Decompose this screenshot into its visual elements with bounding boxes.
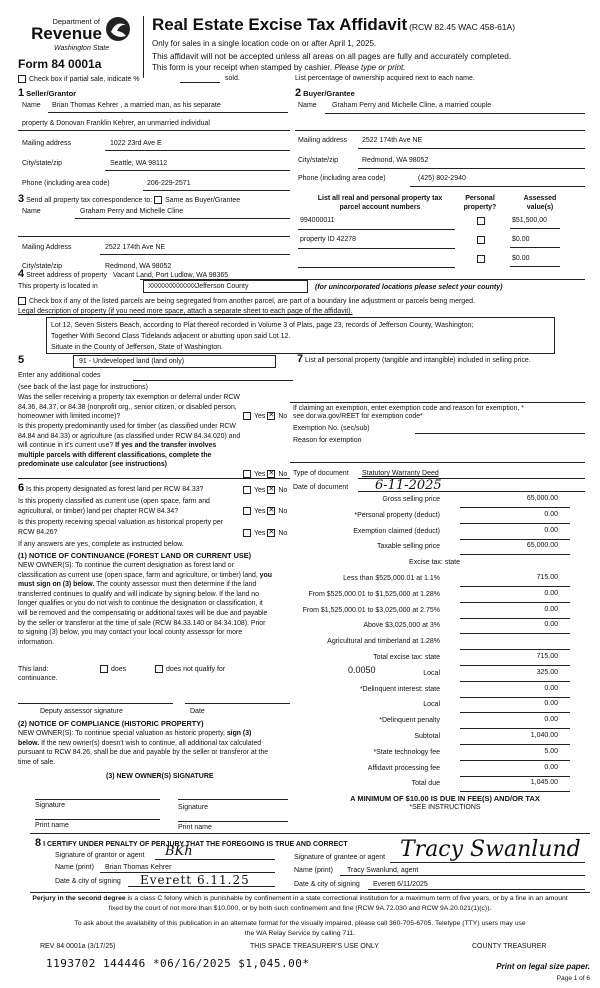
tax-row	[290, 589, 590, 603]
tax-row	[290, 541, 590, 555]
corr-mailing-label: Mailing Address	[22, 244, 72, 251]
q-current-use-answer: Yes ✕ No	[243, 507, 287, 515]
grantor-sig-label: Signature of grantor or agent	[55, 852, 145, 859]
partial-sale-checkbox[interactable]	[18, 75, 26, 83]
owner-print-name-2[interactable]	[178, 821, 288, 822]
deputy-label: Deputy assessor signature	[40, 708, 123, 715]
parcel-header-accounts: List all real and personal property tax parcel account numbers	[317, 195, 443, 211]
seller-name-field-2[interactable]: property & Donovan Franklin Kehrer, an unmarried individual	[22, 120, 210, 127]
corr-city-label: City/state/zip	[22, 263, 63, 270]
tax-value-field[interactable]: 0.00	[460, 511, 570, 524]
does-not-checkbox[interactable]	[155, 665, 163, 673]
grantee-name-label: Name (print)	[294, 867, 333, 874]
buyer-city-field[interactable]: Redmond, WA 98052	[362, 157, 429, 164]
owner-signature-1[interactable]	[35, 799, 160, 800]
notice-continuance-title: (1) NOTICE OF CONTINUANCE (FOREST LAND OR CURRENT USE)	[18, 551, 252, 560]
tax-row	[290, 747, 590, 761]
legal-label: Legal description of property (if you need more space, attach a separate sheet to each page of the affidavit).	[18, 308, 353, 315]
header-divider	[143, 16, 144, 78]
q-timber-answer: Yes ✕ No	[243, 470, 287, 478]
grantee-date-field[interactable]: Everett 6/11/2025	[373, 881, 428, 888]
notice-continuance-text: NEW OWNER(S): To continue the current designation as forest land or classification as current use (open space, farm and agriculture, or timber) land, you must sign on (3) below. The county assessor must then determine if the land transferred continues to qualify and will indicate by signing below. If the land no longer qualifies or you do not wish to continue the designation or classification, it will be removed and the compensating or additional taxes will be due and payable by the seller or transferor at the time of sale (RCW 84.33.140 or 84.34.108). Prior to signing (3) below, you may contact your local county assessor for more information.	[18, 562, 272, 646]
county-treasurer-label: COUNTY TREASURER	[472, 943, 547, 950]
no-checkbox[interactable]	[267, 470, 275, 478]
no-checkbox[interactable]	[267, 529, 275, 537]
tax-row-label: Gross selling price	[382, 496, 440, 503]
grantee-date-label: Date & city of signing	[294, 881, 360, 888]
seller-phone-field[interactable]: 206-229-2571	[147, 180, 191, 187]
tax-row	[290, 778, 590, 792]
legal-description-field[interactable]: Lot 12, Seven Sisters Beach, according to Plat thereof recorded in Volume 3 of Plats, page 23, records of Jefferson County, Washington; Together With Second Class Tidelands adjacent or abutting upon said Lot 12. Situate in the County of Jefferson, State of Washington.	[46, 317, 555, 354]
buyer-name-field[interactable]: Graham Perry and Michelle Cline, a married couple	[332, 102, 492, 109]
tax-row	[290, 573, 590, 587]
use-code-select[interactable]: 91 - Undeveloped land (land only)	[73, 355, 276, 368]
tax-value-field[interactable]: 0.00	[460, 590, 570, 603]
personal-property-label: 7 List all personal property (tangible and intangible) included in selling price.	[297, 353, 531, 365]
deputy-date-field[interactable]	[185, 703, 290, 704]
grantor-name-field[interactable]: Brian Thomas Kehrer	[105, 864, 172, 871]
notice-compliance-text: NEW OWNER(S): To continue special valuation as historic property, sign (3) below. If the new owner(s) doesn't wish to continue, all additional tax calculated pursuant to RCW 84.26, shall be due and payable by the seller or transferor at the time of sale.	[18, 730, 269, 766]
doc-type-field[interactable]: Statutory Warranty Deed	[362, 470, 439, 477]
dor-logo-icon	[102, 14, 132, 44]
tax-value-field[interactable]: 65,000.00	[460, 495, 570, 508]
if-yes-note: If any answers are yes, complete as instructed below.	[18, 541, 184, 548]
form-revision: REV 84 0001a (3/17/25)	[40, 943, 116, 950]
does-checkbox[interactable]	[100, 665, 108, 673]
tax-value-field[interactable]: 0.00	[460, 716, 570, 729]
exemption-reason-label: Reason for exemption	[293, 437, 362, 444]
tax-value-field[interactable]: 0.00	[460, 685, 570, 698]
tax-value-field[interactable]: 5.00	[460, 748, 570, 761]
local-rate: 0.0050	[348, 665, 376, 675]
page-title: Real Estate Excise Tax Affidavit (RCW 82.45 WAC 458-61A)	[152, 15, 516, 34]
buyer-phone-label: Phone (including area code)	[298, 175, 386, 182]
grantor-date-label: Date & city of signing	[55, 878, 121, 885]
q-historic: Is this property receiving special valuation as historical property per RCW 84.26?	[18, 519, 223, 536]
buyer-mailing-field[interactable]: 2522 174th Ave NE	[362, 137, 423, 144]
partial-sale: Check box if partial sale, indicate %	[18, 75, 140, 83]
tax-row-label: Less than $525,000.01 at 1.1%	[343, 575, 440, 582]
segregate-checkbox[interactable]	[18, 297, 26, 305]
ownership-note: List percentage of ownership acquired next to each name.	[295, 75, 475, 82]
located-label: This property is located in	[18, 283, 98, 290]
parcel-header-personal: Personal property?	[463, 195, 497, 211]
tax-value-field[interactable]: 0.00	[460, 606, 570, 619]
legal-paper-note: Print on legal size paper.	[496, 962, 590, 971]
tax-row	[290, 605, 590, 619]
grantee-signature[interactable]: Tracy Swanlund	[400, 837, 581, 862]
q-current-use: Is this property classified as current use (open space, farm and agricultural, or timber) land per chapter RCW 84.34?	[18, 498, 210, 515]
yes-checkbox[interactable]	[243, 529, 251, 537]
corr-name-label: Name	[22, 208, 41, 215]
tax-value-field[interactable]: 715.00	[460, 653, 570, 666]
tax-row-label: Exemption claimed (deduct)	[353, 527, 440, 535]
tax-row	[290, 494, 590, 508]
no-checkbox[interactable]	[267, 486, 275, 494]
personal-property-checkbox[interactable]	[477, 236, 488, 244]
grantor-date-field[interactable]: Everett 6.11.25	[140, 873, 250, 887]
tax-row-label: Above $3,025,000 at 3%	[363, 622, 440, 630]
buyer-city-label: City/state/zip	[298, 157, 339, 164]
q-exemption-answer: Yes ✕ No	[243, 412, 287, 420]
doc-date-label: Date of document	[293, 484, 349, 491]
seller-name-label: Name	[22, 102, 41, 109]
tax-value-field[interactable]: 1,045.00	[460, 779, 570, 792]
grantee-sig-label: Signature of grantee or agent	[294, 854, 386, 861]
seller-heading: 1 Seller/Grantor	[18, 87, 77, 99]
this-land-label: This land: continuance.	[18, 666, 58, 682]
tax-row-label: From $1,525,000.01 to $3,025,000 at 2.75%	[302, 606, 440, 614]
section5-num: 5	[18, 354, 25, 366]
dept-logo-text: Revenue	[31, 24, 102, 43]
grantor-signature[interactable]: BKh	[165, 844, 193, 859]
exemption-no-label: Exemption No. (sec/sub)	[293, 425, 370, 432]
yes-checkbox[interactable]	[243, 412, 251, 420]
tax-row-label: Excise tax: state	[409, 559, 460, 567]
street-address-row: 4 Street address of property Vacant Land, Port Ludlow, WA 98365	[18, 268, 229, 280]
partial-percent-field[interactable]	[180, 82, 220, 83]
buyer-name-label: Name	[298, 102, 317, 109]
tax-row	[290, 668, 590, 682]
tax-row-label: Local	[423, 669, 440, 677]
seller-mailing-field[interactable]: 1022 23rd Ave E	[110, 140, 162, 147]
q-exemption: Was the seller receiving a property tax exemption or deferral under RCW 84.36, 84.37, or 84.38 (nonprofit org., senior citizen, or disabled person, homeowner with limited income)?	[18, 394, 240, 421]
tax-row-label: From $525,000.01 to $1,525,000 at 1.28%	[308, 590, 440, 598]
tax-value-field[interactable]: 1,040.00	[460, 732, 570, 745]
tax-value-field[interactable]: 325.00	[460, 669, 570, 682]
street-address-field[interactable]: Vacant Land, Port Ludlow, WA 98365	[112, 272, 229, 279]
personal-property-checkbox[interactable]	[477, 217, 488, 225]
print-name-label: Print name	[35, 822, 69, 829]
does-qualify: does	[100, 665, 126, 673]
signature-label: Signature	[178, 804, 208, 811]
new-owner-signature-title: (3) NEW OWNER(S) SIGNATURE	[106, 773, 214, 780]
no-checkbox[interactable]	[267, 412, 275, 420]
owner-signature-2[interactable]	[178, 799, 288, 800]
print-name-label: Print name	[178, 824, 212, 831]
assessed-value-field[interactable]: $0.00	[512, 236, 530, 243]
treasurer-use-label: THIS SPACE TREASURER'S USE ONLY	[250, 943, 379, 950]
header-note-2: This affidavit will not be accepted unless all areas on all pages are fully and accurately completed.	[152, 51, 512, 61]
does-not-qualify: does not qualify for	[155, 665, 225, 673]
tax-row-label: *Personal property (deduct)	[354, 511, 440, 519]
buyer-mailing-label: Mailing address	[298, 137, 348, 144]
exemption-no-field[interactable]	[415, 433, 585, 434]
doc-date-field[interactable]: 6-11-2025	[375, 478, 442, 493]
yes-checkbox[interactable]	[243, 507, 251, 515]
assessed-value-field[interactable]: $0.00	[512, 255, 530, 262]
additional-codes-field[interactable]	[133, 380, 293, 381]
certify-statement: 8 I CERTIFY UNDER PENALTY OF PERJURY THAT THE FOREGOING IS TRUE AND CORRECT	[35, 837, 348, 849]
parcel-account-field[interactable]: property ID 42278	[300, 236, 357, 243]
owner-print-name-1[interactable]	[35, 819, 160, 820]
tax-row-label: *Delinquent interest: state	[359, 685, 440, 693]
tax-row-label: *State technology fee	[373, 748, 440, 756]
form-number: Form 84 0001a	[18, 57, 102, 71]
seller-phone-label: Phone (including area code)	[22, 180, 110, 187]
tax-row-label: Total due	[411, 780, 440, 788]
doc-type-label: Type of document	[293, 470, 349, 477]
seller-name-field[interactable]: Brian Thomas Kehrer , a married man, as his separate	[52, 102, 221, 109]
county-select[interactable]: XXXXXXXXXXXXXJefferson County	[143, 280, 308, 293]
tax-row	[290, 620, 590, 634]
yes-checkbox[interactable]	[243, 486, 251, 494]
tax-row	[290, 731, 590, 745]
tax-row	[290, 715, 590, 729]
county-note: (for unincorporated locations please select your county)	[315, 284, 503, 291]
yes-checkbox[interactable]	[243, 470, 251, 478]
cashier-stamp: 1193702 144446 *06/16/2025 $1,045.00*	[46, 957, 310, 970]
parcel-header-assessed: Assessed value(s)	[523, 195, 557, 211]
dept-state: Washington State	[54, 45, 110, 52]
tax-row	[290, 763, 590, 777]
corr-city-field[interactable]: Redmond, WA 98052	[105, 263, 172, 270]
perjury-note: Perjury in the second degree is a class C felony which is punishable by confinement in a state correctional institution for a maximum term of five years, or by a fine in an amount fixed by the court of not more than $10,000, or by both such confinement and fine (RCW 9A.72.030 and RCW 9A.20.021(1)(c)).	[32, 895, 568, 912]
tax-row	[290, 526, 590, 540]
dept-line1: Department of	[52, 17, 100, 26]
deputy-date-label: Date	[190, 708, 205, 715]
personal-property-checkbox[interactable]	[477, 255, 488, 263]
accessibility-note: To ask about the availability of this publication in an alternate format for the visually impaired, please call 360-705-6705. Teletype (TTY) users may use the WA Relay Service by calling 711.	[74, 920, 526, 937]
tax-row	[290, 636, 590, 650]
tax-row	[290, 684, 590, 698]
codes-label: Enter any additional codes	[18, 372, 101, 379]
tax-value-field[interactable]: 0.00	[460, 527, 570, 540]
tax-value-field[interactable]: 0.00	[460, 700, 570, 713]
q-timber: Is this property predominantly used for timber (as classified under RCW 84.84 and 84.33) or agriculture (as classified under RCW 84.34.020) and will continue in it's current use? If yes and the transfer involves multiple parcels with different classifications, complete the predominate use calculator (see instructions)	[18, 423, 241, 469]
seller-city-label: City/state/zip	[22, 160, 63, 167]
tax-value-field[interactable]: 0.00	[460, 621, 570, 634]
no-checkbox[interactable]	[267, 507, 275, 515]
buyer-heading: 2 Buyer/Grantee	[295, 87, 355, 99]
tax-row	[290, 510, 590, 524]
header-note-3: This form is your receipt when stamped by cashier. Please type or print.	[152, 63, 406, 72]
q-historic-answer: Yes ✕ No	[243, 529, 287, 537]
grantee-name-field[interactable]: Tracy Swanlund, agent	[347, 867, 419, 874]
q-forest-answer: Yes ✕ No	[243, 486, 287, 494]
tax-row	[290, 557, 590, 571]
tax-row-label: Total excise tax: state	[373, 654, 440, 661]
corr-name-field[interactable]: Graham Perry and Michelle Cline	[80, 208, 184, 215]
same-as-buyer-checkbox[interactable]	[154, 196, 162, 204]
corr-mailing-field[interactable]: 2522 174th Ave NE	[105, 244, 166, 251]
header-note-1: Only for sales in a single location code on or after April 1, 2025.	[152, 39, 377, 48]
tax-row-label: Subtotal	[414, 733, 440, 740]
tax-row	[290, 652, 590, 666]
deputy-signature-field[interactable]	[18, 703, 173, 704]
seller-city-field[interactable]: Seattle, WA 98112	[110, 160, 168, 167]
tax-correspondence: 3 Send all property tax correspondence to: Same as Buyer/Grantee	[18, 193, 241, 205]
parcel-account-field[interactable]: 994000011	[300, 217, 335, 224]
tax-value-field[interactable]: 715.00	[460, 574, 570, 587]
assessed-value-field[interactable]: $51,500.00	[512, 217, 548, 224]
buyer-phone-field[interactable]: (425) 802-2940	[418, 175, 466, 182]
see-back-note: (see back of the last page for instructions)	[18, 384, 148, 391]
signature-label: Signature	[35, 802, 65, 809]
tax-row	[290, 699, 590, 713]
see-instructions: *SEE INSTRUCTIONS	[409, 804, 481, 811]
minimum-due-note: A MINIMUM OF $10.00 IS DUE IN FEE(S) AND/OR TAX	[350, 794, 540, 803]
tax-row-label: *Delinquent penalty	[379, 717, 440, 725]
tax-value-field[interactable]: 65,000.00	[460, 542, 570, 555]
tax-row-label: Local	[423, 701, 440, 709]
page-number: Page 1 of 6	[556, 975, 590, 982]
tax-row-label: Agricultural and timberland at 1.28%	[327, 638, 440, 646]
grantor-name-label: Name (print)	[55, 864, 94, 871]
tax-row-label: Affidavit processing fee	[367, 764, 440, 772]
seller-mailing-label: Mailing address	[22, 140, 72, 147]
notice-compliance-title: (2) NOTICE OF COMPLIANCE (HISTORIC PROPERTY)	[18, 719, 204, 728]
tax-value-field[interactable]	[460, 637, 570, 650]
q-forest: 6 Is this property designated as forest land per RCW 84.33?	[18, 482, 204, 494]
tax-row-label: Taxable selling price	[376, 543, 440, 551]
exemption-note: If claiming an exemption, enter exemption code and reason for exemption, * see dor.wa.gov/REET for exemption code*	[293, 405, 524, 420]
segregate-row: Check box if any of the listed parcels are being segregated from another parcel, are part of a boundary line adjustment or parcels being merged.	[18, 297, 475, 305]
sold-label: sold.	[225, 75, 240, 82]
tax-value-field[interactable]: 0.00	[460, 764, 570, 777]
